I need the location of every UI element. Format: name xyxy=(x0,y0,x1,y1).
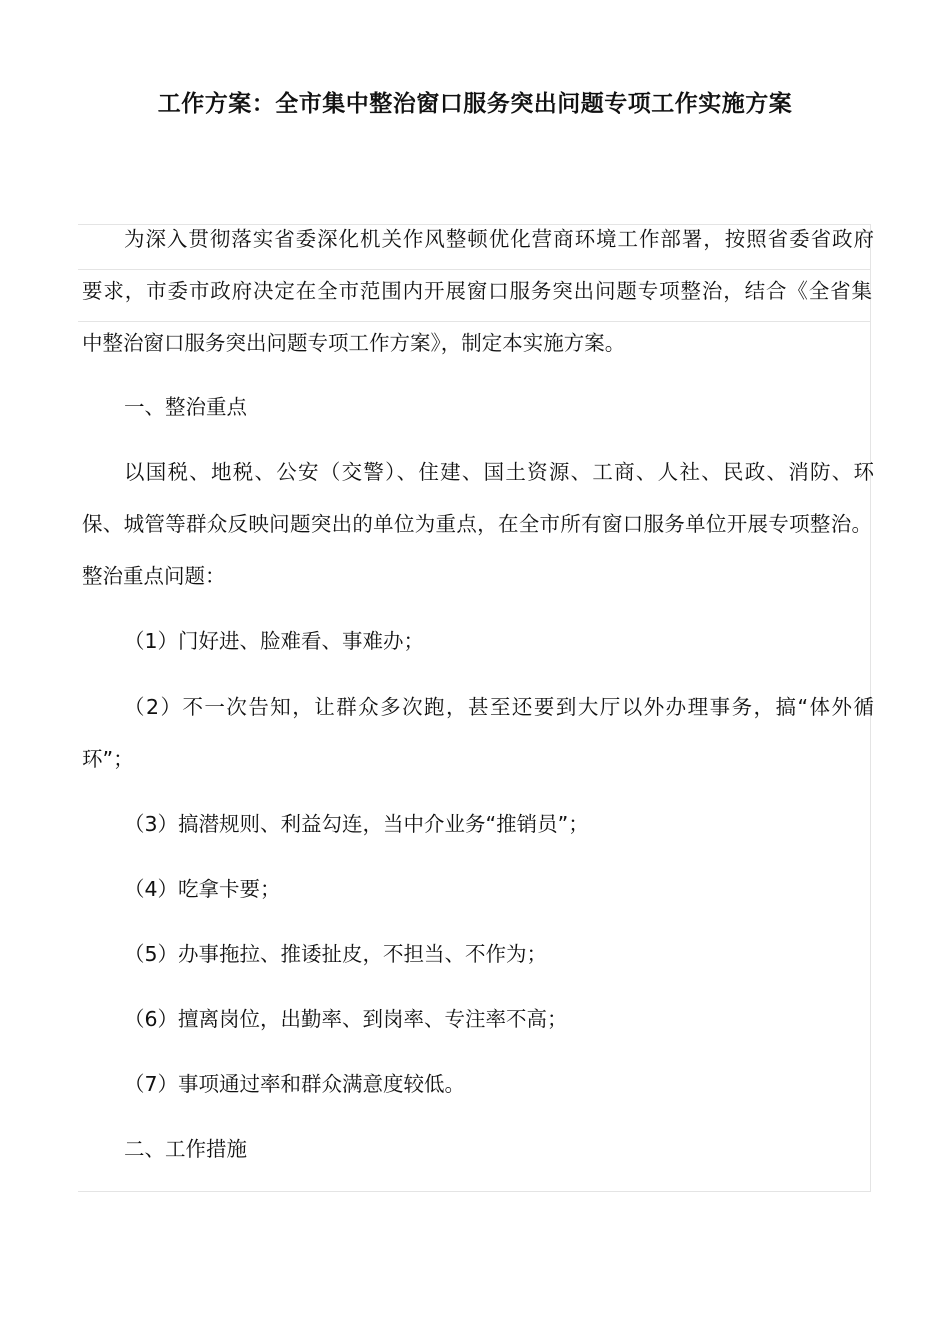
list-item: （5）办事拖拉、推诿扯皮，不担当、不作为； xyxy=(124,942,548,966)
document-title: 工作方案：全市集中整治窗口服务突出问题专项工作实施方案 xyxy=(157,91,793,117)
section-heading-2: 二、工作措施 xyxy=(124,1137,247,1161)
intro-line-2: 要求，市委市政府决定在全市范围内开展窗口服务突出问题专项整治，结合《全省集 xyxy=(82,279,872,303)
intro-line-3: 中整治窗口服务突出问题专项工作方案》，制定本实施方案。 xyxy=(82,331,626,355)
section1-line-3: 整治重点问题： xyxy=(82,564,226,588)
list-item-continuation: 环”； xyxy=(82,747,134,771)
list-item: （3）搞潜规则、利益勾连，当中介业务“推销员”； xyxy=(124,812,589,836)
list-item: （4）吃拿卡要； xyxy=(124,877,281,901)
list-item: （1）门好进、脸难看、事难办； xyxy=(124,629,425,653)
section1-line-2: 保、城管等群众反映问题突出的单位为重点，在全市所有窗口服务单位开展专项整治。 xyxy=(82,512,872,536)
table-rule xyxy=(78,269,871,270)
list-item: （6）擅离岗位，出勤率、到岗率、专注率不高； xyxy=(124,1007,568,1031)
intro-line-1: 为深入贯彻落实省委深化机关作风整顿优化营商环境工作部署，按照省委省政府 xyxy=(124,227,874,251)
list-item: （2）不一次告知，让群众多次跑，甚至还要到大厅以外办理事务，搞“体外循 xyxy=(124,695,874,719)
list-item: （7）事项通过率和群众满意度较低。 xyxy=(124,1072,466,1096)
section-heading-1: 一、整治重点 xyxy=(124,395,247,419)
section1-line-1: 以国税、地税、公安（交警）、住建、国土资源、工商、人社、民政、消防、环 xyxy=(124,460,874,484)
table-rule xyxy=(78,321,871,322)
